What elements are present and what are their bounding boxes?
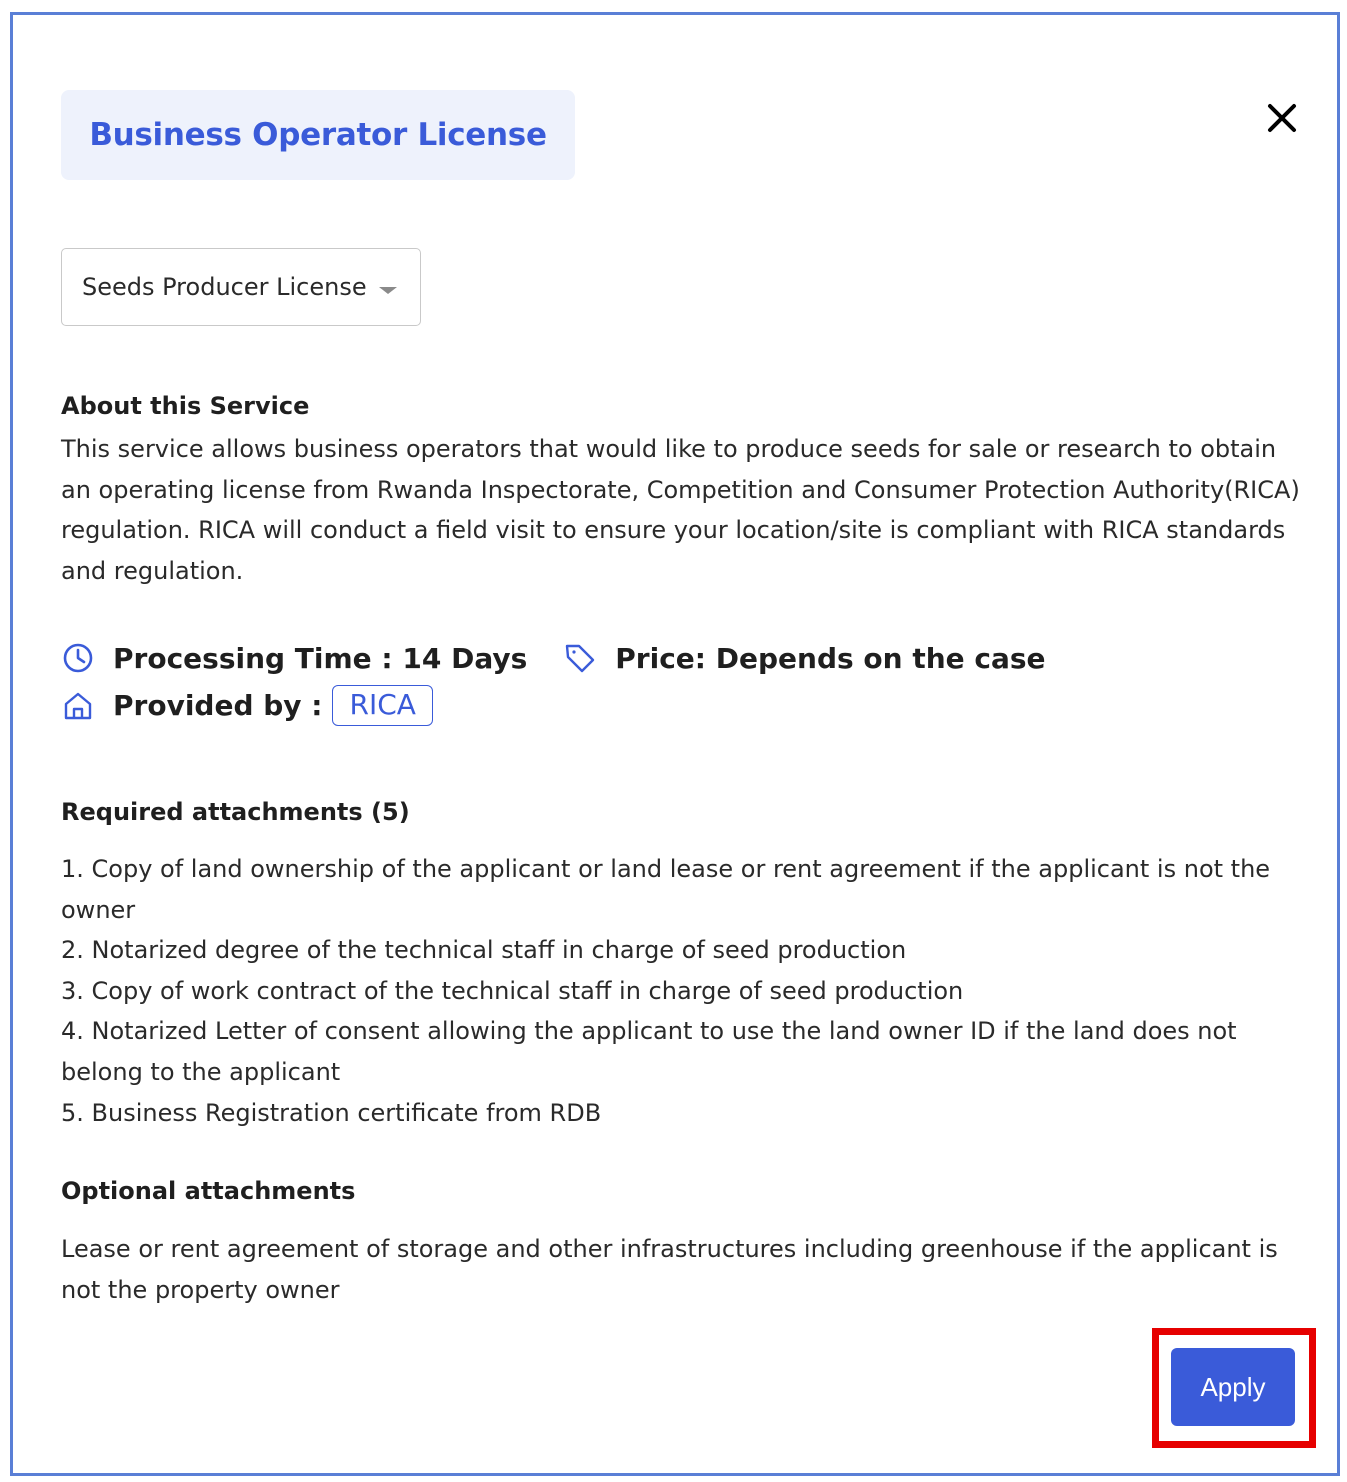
list-item: 2. Notarized degree of the technical staff in charge of seed production <box>61 936 907 965</box>
meta-row-provider <box>61 685 433 726</box>
price-tag-icon <box>563 641 597 675</box>
list-item: 1. Copy of land ownership of the applicant or land lease or rent agreement if the applicant is not the owner <box>61 855 1271 924</box>
optional-text: Lease or rent agreement of storage and other infrastructures including greenhouse if the applicant is not the property owner <box>61 1235 1278 1304</box>
provided-by-label: Provided by : <box>113 689 323 722</box>
home-icon <box>61 689 95 723</box>
provider-tag[interactable]: RICA <box>332 685 432 726</box>
license-type-select[interactable] <box>61 248 421 326</box>
about-heading: About this Service <box>61 392 310 420</box>
meta-row-time-price <box>61 641 1046 675</box>
required-list <box>61 849 1291 1133</box>
optional-heading: Optional attachments <box>61 1177 356 1205</box>
close-icon <box>1263 99 1301 137</box>
list-item: 4. Notarized Letter of consent allowing the applicant to use the land owner ID if the land does not belong to the applicant <box>61 1017 1237 1086</box>
caret-down-icon <box>379 287 397 294</box>
modal-title-pill <box>61 90 575 180</box>
price: Price: Depends on the case <box>615 641 1046 675</box>
about-text: This service allows business operators that would like to produce seeds for sale or research to obtain an operating license from Rwanda Inspectorate, Competition and Consumer Protection Authority(RICA) regulation. RICA will conduct a field visit to ensure your location/site is compliant with RICA standards and regulation. <box>61 435 1300 585</box>
processing-time: Processing Time : 14 Days <box>113 641 528 675</box>
clock-icon <box>61 641 95 675</box>
list-item: 3. Copy of work contract of the technical staff in charge of seed production <box>61 976 964 1005</box>
close-button[interactable] <box>1263 99 1301 137</box>
service-modal <box>10 12 1340 1476</box>
required-heading: Required attachments (5) <box>61 798 410 826</box>
apply-button[interactable]: Apply <box>1171 1348 1295 1426</box>
list-item: 5. Business Registration certificate from RDB <box>61 1098 602 1127</box>
modal-title: Business Operator License <box>89 117 547 153</box>
license-type-selected: Seeds Producer License <box>82 273 367 301</box>
